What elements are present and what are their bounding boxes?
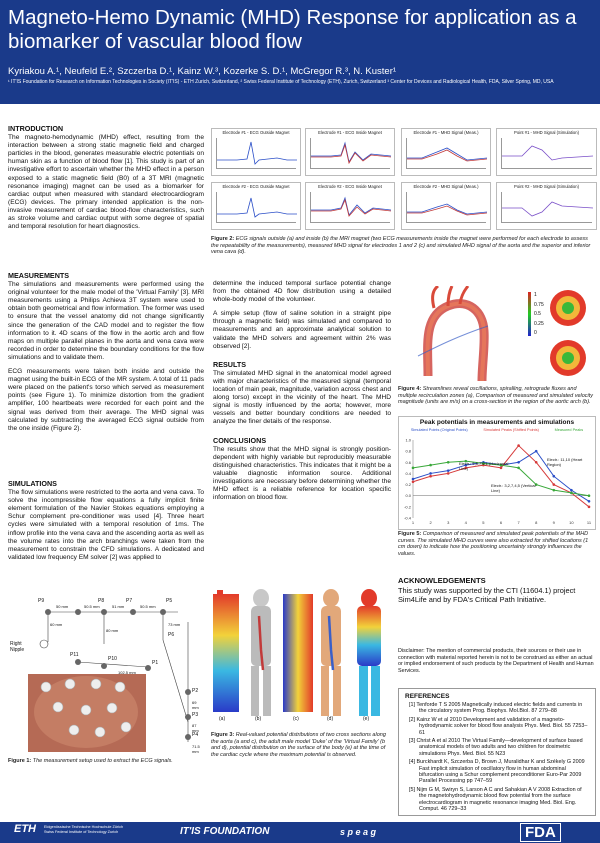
right-nipple-label: Right Nipple [10, 641, 25, 653]
data-point [412, 480, 415, 483]
data-point [535, 461, 538, 464]
y-tick-label: 0.6 [405, 459, 411, 465]
x-tick-label: 10 [569, 520, 574, 525]
references-box [398, 688, 596, 816]
fig2-panel-title: Electrode #1 - ECG Outside Magnet [222, 130, 290, 135]
data-point [570, 492, 573, 495]
panel-letter: (e) [363, 716, 370, 722]
measurements-p1: The simulations and measurements were performed using the original volunteer for the male model of the 'Virtual Family' [3]. MRI measurements using a Philips Achieva 3T system were used to obtain both geometrical and flow information. The former was used to ensure that the vessel anatomy did not change significantly since the generation of the CAD model and to register the flow information to it. 4D scans of the flow in the aortic arch and flow maps on multiple parallel planes in the aorta and vena cava were recorded in order to determine the boundary conditions for the flow simulations and to validate them. [8, 281, 204, 361]
x-tick-label: 1 [411, 520, 415, 525]
chart-annotation: Electr.: 5,8,7,6,1 (Horizontal Line) [459, 461, 509, 471]
fig2-panel-title: Point #2 - MHD Signal (Simulation) [514, 184, 579, 189]
disclaimer: Disclaimer: The mention of commercial products, their sources or their use in connection with material reported herein is not to be construed as either an actual or implied endorsement of such products by the Department of Health and Human Services. [398, 648, 594, 674]
simulations-section [8, 480, 204, 568]
intro-heading: INTRODUCTION [8, 124, 64, 133]
colorbar-label: 1 [534, 292, 537, 298]
figure-1-text: The measurement setup used to extract the ECG signals. [32, 758, 173, 764]
legend-entry: Measured Peaks [554, 428, 584, 432]
x-tick-label: 3 [447, 520, 450, 525]
point-label: P6 [168, 632, 175, 638]
figure-2-text: ECG signals outside (a) and inside (b) the MRI magnet (two ECG measurements inside the magnet were performed for each electrode to assess the repeatability of the measurements), measured MHD signal for electrodes 1 and 2 (c) and simulated MHD signal of the aorta and the superior and inferior vena cava (d). [211, 236, 591, 256]
point-label: P3 [192, 712, 199, 718]
dim-label: 50 mm [56, 604, 69, 609]
panel-letter: (d) [327, 716, 334, 722]
ack-heading: ACKNOWLEDGEMENTS [398, 576, 486, 585]
chart-plot [399, 434, 595, 528]
data-point [588, 494, 591, 497]
point-label: P4 [192, 732, 199, 738]
reference-item: [1] Tenforde T S 2005 Magnetically induced electric fields and currents in the circulatory system Prog. Biophys. Mol.Biol. 87 279–88 [409, 702, 583, 715]
y-tick-label: 0.8 [405, 448, 411, 454]
data-point [588, 500, 591, 503]
x-tick-label: 8 [535, 520, 538, 525]
y-tick-label: 1.0 [405, 437, 411, 443]
figure-1 [8, 592, 204, 754]
dim-label: 73 mm [168, 622, 181, 627]
point-label: P2 [192, 688, 199, 694]
eth-subtitle: Eidgenössische Technische Hochschule Zürich Swiss Federal Institute of Technology Zurich [44, 825, 124, 834]
chart-annotation: Electr.: 3,2,7,4,5 (Vertical Line) [491, 483, 536, 493]
point-label: P7 [126, 598, 133, 604]
fig2-panel [211, 182, 301, 230]
figure-2-caption [211, 236, 595, 256]
measurements-p2: ECG measurements were taken both inside and outside the magnet using the built-in ECG of the MR system. A total of 11 pads were placed on the patient's torso which served as measurement points (see Figure 1). To minimize distortion from the gradient amplifier, 100 heartbeats were recorded for each point and the signal was derived from their average. The MHD signal was calculated by subtracting the averaged ECG signal outside from the one inside (Figure 2). [8, 368, 204, 432]
dim-label: 102.5 mm [118, 670, 136, 675]
data-point [517, 467, 520, 470]
figure-5-chart [398, 416, 596, 530]
point-label: P9 [38, 598, 45, 604]
x-tick-label: 4 [464, 520, 467, 525]
simulations-p1: The flow simulations were restricted to the aorta and vena cava. To solve the incompressible flow equations a fully implicit finite element formulation of the Navier Stokes equations employing a Schur complement pre-conditioner was used [4]. Three heart cycles were simulated with a temporal resolution of 1ms. The inflow profile into the vena cava and the ascending aorta as well as the volume rates into the arch branchings were taken from the measurement to constrain the CFD simulations. A dedicated and validated low frequency EM solver [2] was applied to [8, 489, 204, 561]
measurements-heading: MEASUREMENTS [8, 271, 70, 280]
dim-label: 80 mm [106, 628, 119, 633]
results-heading: RESULTS [213, 359, 247, 369]
results-text: The simulated MHD signal in the anatomical model agreed with major characteristics of the measured signal (temporal location of main peak, magnitude, variation across chest and along torso) except in the vicinity of the heart. The MHD signal is mostly influenced by the aorta; however, more vessels and better boundary conditions are needed to analyze the finer details of the response. [213, 369, 391, 426]
dim-label: 87 mm [192, 723, 199, 733]
y-tick-label: 0.0 [405, 493, 411, 499]
potential-maps [211, 580, 393, 726]
series-line [413, 446, 589, 507]
fig2-panel [401, 128, 491, 176]
colorbar-label: 0.25 [534, 320, 544, 327]
fig2-panel-title: Electrode #2 - ECG Inside Magnet [318, 184, 382, 189]
electrode-diagram [8, 592, 204, 754]
poster-header [0, 0, 600, 104]
dim-label: 50.5 mm [84, 604, 100, 609]
itis-logo: IT'IS FOUNDATION [180, 826, 270, 837]
data-point [447, 472, 450, 475]
x-tick-label: 9 [552, 520, 555, 525]
fig2-panel-title: Electrode #2 - MHD Signal (Meas.) [413, 184, 479, 189]
y-tick-label: 0.4 [405, 470, 411, 476]
simulations-p3: A simple setup (flow of saline solution in a straight pipe through a magnetic field) was simulated and compared to measurements and an approximate analytical solution to validate the MHD solvers and agreement within 2% was observed [2]. [213, 310, 391, 350]
fig2-panel [401, 182, 491, 230]
measurements-section [8, 272, 204, 439]
data-point [412, 478, 415, 481]
dim-label: 69 mm [192, 700, 199, 710]
y-tick-label: -0.2 [404, 504, 411, 510]
figure-4-text: Streamlines reveal oscillations, spiralling, retrograde fluxes and multiple recirculation zones (a), Comparison of measured and simulated velocity magnitude (units are m/s) on a cross-section in the region of the aortic arch (b). [398, 386, 594, 406]
figure-5-label: Figure 5: [398, 531, 422, 537]
data-point [447, 461, 450, 464]
data-point [535, 450, 538, 453]
figure-1-caption [8, 758, 204, 765]
fig2-panel-title: Electrode #1 - ECG Inside Magnet [318, 130, 382, 135]
colorbar-labels [534, 291, 544, 339]
data-point [553, 475, 556, 478]
fig2-panel [211, 128, 301, 176]
colorbar-label: 0.5 [534, 311, 541, 317]
data-point [412, 467, 415, 470]
figure-5-text: Comparison of measured and simulated peak potentials of the MHD curves. The simulated MHD curves were also extracted for shifted locations (1 cm down) to indicate how the positioning uncertainty strongly influences the values. [398, 531, 589, 557]
fig2-panel [496, 182, 597, 230]
fig2-panel-title: Electrode #1 - MHD Signal (Meas.) [413, 130, 479, 135]
simulations-heading: SIMULATIONS [8, 479, 57, 488]
intro-section [8, 125, 204, 237]
dim-label: 50.5 mm [140, 604, 156, 609]
conclusions-text: The results show that the MHD signal is strongly position-dependent with highly variable but reproducibly measurable distinguished characteristics. This indicates that it might be a valuable diagnostic information source. Additional investigations are necessary before determining whether the MHD effect is a reliable reference for location specific information on blood flow. [213, 445, 391, 502]
point-label: P11 [70, 652, 79, 658]
panel-letter: (c) [293, 716, 299, 722]
data-point [447, 469, 450, 472]
figure-3-text: Real-valued potential distributions of two cross sections along the aorta (a and c), the adult male model 'Duke' of the 'Virtual Family' (b and d), potential distribution on the surface of the body (e) at the time of the cardiac cycle where the maximum potential is observed. [211, 732, 386, 758]
legend-entry: Simulated Points (Original Points) [410, 428, 468, 432]
reference-item: [5] Nijm G M, Swiryn S, Larson A C and Sahakian A V 2008 Extraction of the magnetohydrodynamic blood flow potential from the surface electrocardiogram in magnetic resonance imaging Med. Biol. Eng. Comput. 46 729–33 [409, 786, 582, 813]
dim-label: 51 mm [112, 604, 125, 609]
data-point [429, 464, 432, 467]
figure-1-label: Figure 1: [8, 758, 32, 764]
figure-3-caption [211, 732, 393, 758]
figure-2 [211, 128, 595, 232]
figure-2-label: Figure 2: [211, 236, 235, 242]
legend-entry: Simulated Peaks (Shifted Points) [483, 428, 539, 432]
x-tick-label: 2 [429, 520, 432, 525]
x-tick-label: 11 [586, 520, 592, 525]
fig2-panel [305, 182, 395, 230]
chart-annotation: Electr.: 11,10 (Heart Region) [547, 457, 583, 467]
data-point [588, 506, 591, 509]
conclusions-heading: CONCLUSIONS [213, 435, 267, 445]
x-tick-label: 6 [499, 520, 503, 525]
references-heading: REFERENCES [399, 689, 595, 702]
y-tick-label: 0.2 [405, 482, 411, 488]
fig2-panel [305, 128, 395, 176]
data-point [553, 489, 556, 492]
figure-5-caption [398, 531, 594, 557]
y-tick-label: -0.4 [404, 515, 411, 521]
x-tick-label: 5 [482, 520, 485, 525]
data-point [553, 483, 556, 486]
figure-4-caption [398, 386, 594, 406]
data-point [517, 444, 520, 447]
figure-3-label: Figure 3: [211, 732, 235, 738]
figure-4-label: Figure 4: [398, 386, 422, 392]
panel-letter: (a) [219, 716, 226, 722]
data-point [429, 472, 432, 475]
dim-label: 71.5 mm [192, 744, 200, 754]
streamline-image [398, 286, 594, 384]
eth-logo: ETH [14, 823, 36, 835]
fig2-panel-title: Electrode #2 - ECG Outside Magnet [222, 184, 290, 189]
reference-item: [2] Kainz W et al 2010 Development and validation of a magneto-hydrodynamic solver for blood flow analysis Phys. Med. Biol. 55 7253–61 [409, 716, 588, 736]
poster-title: Magneto-Hemo Dynamic (MHD) Response for application as a biomarker of vascular blood flow [8, 6, 577, 53]
reference-item: [4] Burckhardt K, Szczerba D, Brown J, Muralidhar K and Székely G 2009 Fast implicit simulation of oscillatory flow in human abdominal bifurcation using a Schur complement preconditioner Euro-Par 2009 Parallel Processing pp 747–59 [409, 759, 585, 785]
data-point [570, 489, 573, 492]
middle-column [213, 280, 391, 508]
affiliations: ¹ IT'IS Foundation for Research on Information Technologies in Society (IT'IS) - ETH Zurich, Switzerland, ² Swiss Federal Institute of Technology (ETH), Zurich, Switzerland ³ Center for Devices and Radiological Health, FDA, Silver Spring, MD, USA [8, 79, 554, 85]
dim-label: 60 mm [50, 622, 63, 627]
colorbar-label: 0 [534, 330, 537, 336]
speag-logo: s p e a g [340, 827, 377, 837]
figure-3 [211, 580, 393, 726]
ack-text: This study was supported by the CTI (11604.1) project Sim4Life and by FDA's Critical Path Initiative. [398, 586, 576, 604]
chart-legend [403, 428, 591, 432]
point-label: P5 [166, 598, 173, 604]
acknowledgements-section [398, 576, 594, 604]
point-label: P8 [98, 598, 105, 604]
fig2-panel-title: Point #1 - MHD Signal (Simulation) [514, 130, 579, 135]
panel-letter: (b) [255, 716, 262, 722]
intro-text: The magneto-hemodynamic (MHD) effect, resulting from the interaction between a strong static magnetic field and charged particles in the blood, generates measurable electric potentials on human skin as a function of blood flow [1]. This study is part of an investigative effort to ascertain whether the MHD effect in a person exposed to a static magnetic field (B0) of a 3T MRI (magnetic resonance imaging) magnet can be used as a biomarker for cardiac output when measured with standard electrocardiogram (ECG) devices. The primary intended application is the non-invasive measurement of cardiac blood-flow characteristics, such as stroke volume and cardiac output with some degree of spatial and temporal resolution for heart diagnostics. [8, 134, 204, 231]
point-label: P10 [108, 656, 117, 662]
simulations-p2: determine the induced temporal surface potential change from the obtained 4D flow distribution using a detailed whole-body model of the volunteer. [213, 280, 391, 304]
point-label: P1 [152, 660, 159, 666]
reference-item: [3] Christ A et al 2010 The Virtual Family—development of surface based anatomical models of two adults and two children for dosimetric simulations Phys. Med. Biol. 55 N23 [409, 738, 583, 757]
data-point [429, 475, 432, 478]
colorbar-label: 0.75 [534, 301, 544, 308]
authors: Kyriakou A.¹, Neufeld E.², Szczerba D.¹, Kainz W.³, Kozerke S. D.¹, McGregor R.³, N. Kuster¹ [8, 66, 397, 77]
figure-4 [398, 286, 594, 384]
poster-footer [0, 822, 600, 843]
x-tick-label: 7 [517, 520, 520, 525]
chart-title: Peak potentials in measurements and simulations [419, 419, 575, 426]
fda-logo: FDA [520, 823, 561, 842]
fig2-panel [496, 128, 597, 176]
data-point [517, 461, 520, 464]
